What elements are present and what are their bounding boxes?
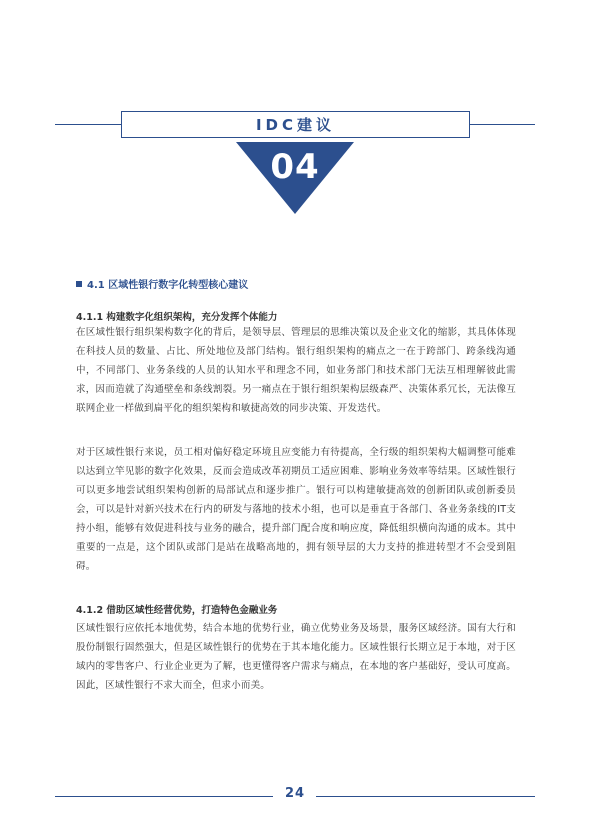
footer-rule-left [55,796,273,797]
subsection-1-title: 4.1.1 构建数字化组织架构，充分发挥个体能力 [76,312,278,323]
subsection-2-title: 4.1.2 借助区域性经营优势，打造特色金融业务 [76,605,278,616]
chapter-number: 04 [270,147,320,187]
subsection-1-paragraph-1: 在区域性银行组织架构数字化的背后，是领导层、管理层的思维决策以及企业文化的缩影，其具体体现在科技人员的数量、占比、所处地位及部门结构。银行组织架构的痛点之一在于跨部门、跨条线沟通中，不同部门、业务条线的人员的认知水平和理念不同，如业务部门和技术部门无法互相理解彼此需求，因而造就了沟通壁垒和条线割裂。另一痛点在于银行组织架构层级森严、决策体系冗长，无法像互联网企业一样做到扁平化的组织架构和敏捷高效的同步决策、开发迭代。 [76,327,516,414]
section-heading [76,276,248,291]
subsection-1-paragraph-2: 对于区域性银行来说，员工相对偏好稳定环境且应变能力有待提高，全行级的组织架构大幅调整可能难以达到立竿见影的数字化效果，反而会造成改革初期员工适应困难、影响业务效率等结果。区域性银行可以更多地尝试组织架构创新的局部试点和逐步推广。银行可以构建敏捷高效的创新团队或创新委员会，可以是针对新兴技术在行内的研发与落地的技术小组，也可以是垂直于各部门、各业务条线的IT支持小组，能够有效促进科技与业务的融合，提升部门配合度和响应度，降低组织横向沟通的成本。其中重要的一点是，这个团队或部门是站在战略高地的，拥有领导层的大力支持的推进转型才不会受到阻碍。 [76,447,516,572]
footer-rule-right [316,796,535,797]
section-title: 4.1 区域性银行数字化转型核心建议 [87,280,249,291]
section-square-icon [76,281,82,287]
chapter-title-box [121,111,470,138]
page-number: 24 [284,786,306,801]
chapter-title: IDC建议 [255,116,336,134]
subsection-2-paragraph-1: 区域性银行应依托本地优势，结合本地的优势行业，确立优势业务及场景，服务区域经济。国有大行和股份制银行固然强大，但是区域性银行的优势在于其本地化能力。区域性银行长期立足于本地，对于区域内的零售客户、行业企业更为了解，也更懂得客户需求与痛点，在本地的客户基础好，受认可度高。因此，区域性银行不求大而全，但求小而美。 [76,623,516,691]
